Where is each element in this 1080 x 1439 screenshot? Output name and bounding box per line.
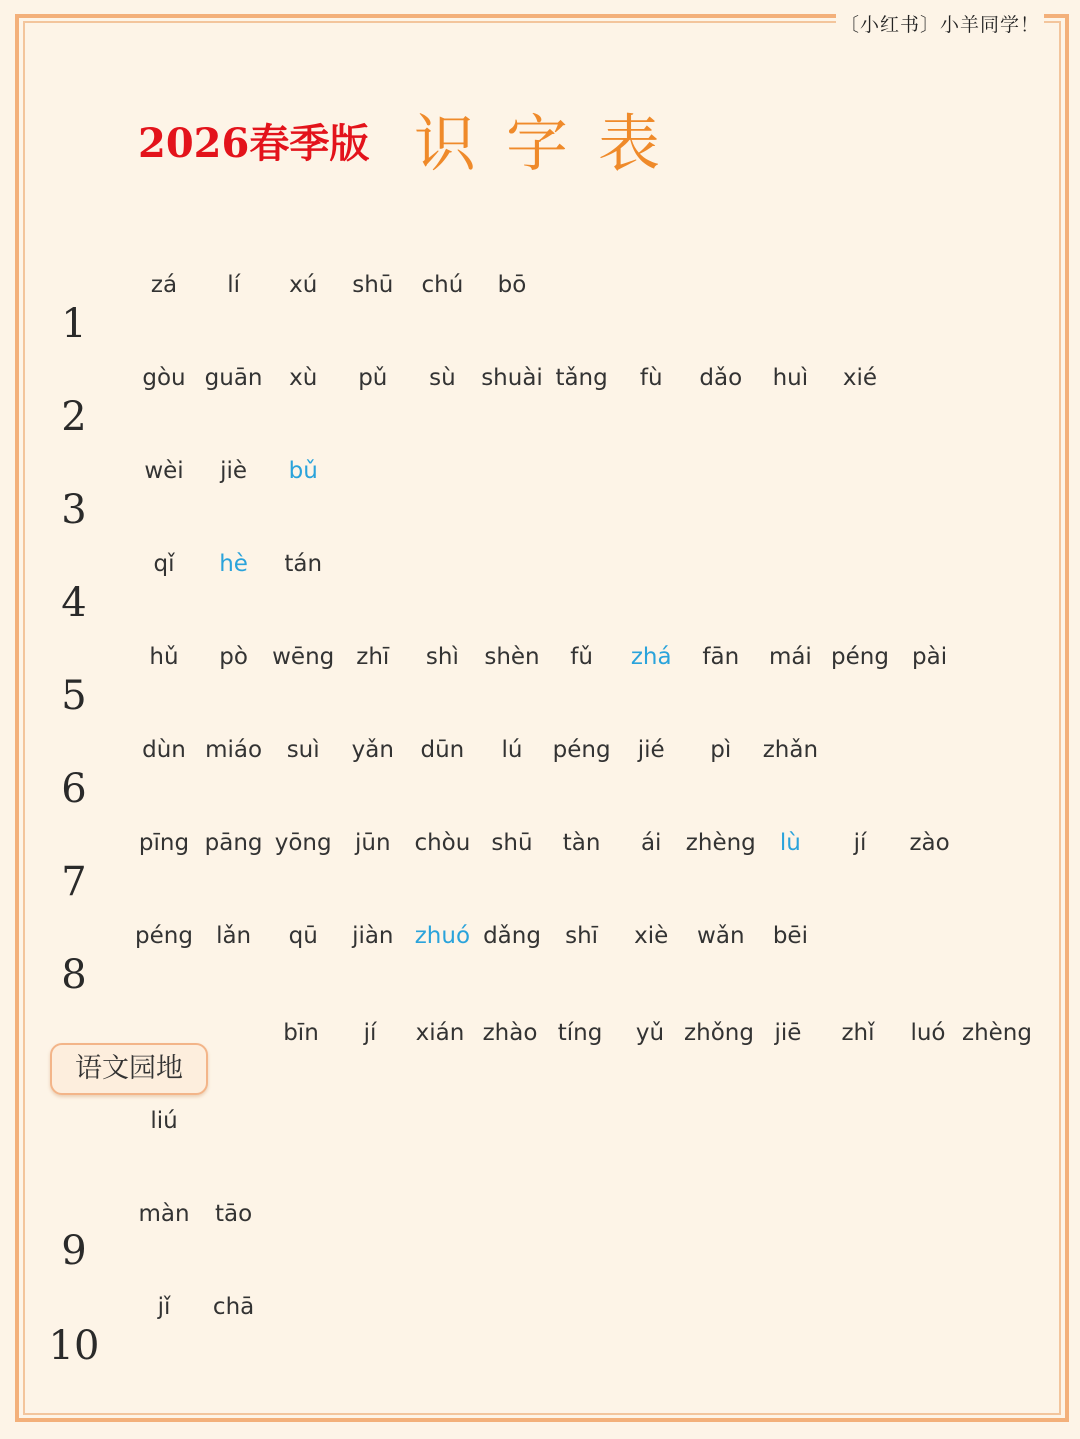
garden-badge: 语文园地 — [50, 1043, 208, 1095]
pinyin-syllable: jiè — [220, 458, 248, 484]
pinyin-syllable: zá — [150, 272, 178, 298]
pinyin-syllable: tàn — [562, 830, 601, 856]
pinyin-syllable: dǎng — [483, 923, 541, 949]
pinyin-syllable: péng — [831, 644, 889, 670]
pinyin-syllable: péng — [135, 923, 193, 949]
pinyin-syllable: zhuó — [414, 923, 471, 949]
pinyin-syllable: shī — [565, 923, 599, 949]
pinyin-syllable: pāng — [204, 830, 263, 856]
pinyin-syllable: fān — [702, 644, 740, 670]
pinyin-syllable: yǔ — [635, 1020, 665, 1046]
pinyin-syllable: zhǒng — [684, 1020, 754, 1046]
pinyin-syllable: zhá — [630, 644, 672, 670]
pinyin-syllable: liú — [150, 1108, 178, 1134]
pinyin-syllable: jǐ — [157, 1294, 171, 1320]
pinyin-syllable: zhèng — [962, 1020, 1032, 1046]
pinyin-syllable: màn — [138, 1201, 190, 1227]
pinyin-syllable: wǎn — [697, 923, 745, 949]
watermark: 〔小红书〕小羊同学！ — [836, 10, 1044, 37]
lesson-number: 2 — [61, 394, 87, 440]
lesson-number: 3 — [61, 487, 87, 533]
pinyin-syllable: fǔ — [570, 644, 593, 670]
pinyin-syllable: lǎn — [216, 923, 252, 949]
lesson-number: 6 — [61, 766, 87, 812]
lesson-number: 4 — [61, 580, 87, 626]
pinyin-syllable: qū — [288, 923, 318, 949]
pinyin-syllable: chú — [421, 272, 464, 298]
pinyin-syllable: chòu — [414, 830, 471, 856]
pinyin-syllable: zhī — [356, 644, 390, 670]
pinyin-syllable: tíng — [557, 1020, 603, 1046]
pinyin-syllable: wèi — [144, 458, 184, 484]
lesson-number: 7 — [61, 859, 87, 905]
pinyin-syllable: bǔ — [288, 458, 318, 484]
pinyin-syllable: jiàn — [352, 923, 394, 949]
pinyin-syllable: huì — [772, 365, 809, 391]
pinyin-syllable: tán — [284, 551, 323, 577]
pinyin-syllable: xián — [415, 1020, 465, 1046]
pinyin-syllable: wēng — [272, 644, 335, 670]
pinyin-syllable: gòu — [142, 365, 186, 391]
pinyin-syllable: tǎng — [555, 365, 608, 391]
pinyin-syllable: guān — [204, 365, 263, 391]
pinyin-syllable: xié — [842, 365, 878, 391]
pinyin-syllable: shū — [491, 830, 533, 856]
pinyin-syllable: mái — [768, 644, 812, 670]
pinyin-syllable: zhào — [482, 1020, 538, 1046]
pinyin-syllable: lí — [227, 272, 240, 298]
pinyin-syllable: lù — [779, 830, 801, 856]
pinyin-syllable: zhǎn — [762, 737, 819, 763]
pinyin-syllable: péng — [552, 737, 611, 763]
pinyin-syllable: xù — [289, 365, 318, 391]
pinyin-syllable: jí — [853, 830, 867, 856]
pinyin-syllable: yǎn — [351, 737, 394, 763]
pinyin-syllable: xú — [289, 272, 318, 298]
pinyin-syllable: dūn — [420, 737, 465, 763]
pinyin-syllable: pīng — [138, 830, 190, 856]
pinyin-syllable: fù — [639, 365, 663, 391]
pinyin-syllable: bō — [497, 272, 527, 298]
pinyin-syllable: zào — [909, 830, 950, 856]
pinyin-syllable: dǎo — [699, 365, 743, 391]
pinyin-syllable: shèn — [484, 644, 540, 670]
pinyin-syllable: pì — [710, 737, 732, 763]
pinyin-syllable: pài — [912, 644, 948, 670]
lesson-number: 10 — [48, 1323, 100, 1369]
lesson-number: 8 — [61, 952, 87, 998]
pinyin-syllable: pǔ — [358, 365, 388, 391]
pinyin-syllable: suì — [286, 737, 320, 763]
pinyin-syllable: tāo — [215, 1201, 253, 1227]
pinyin-syllable: jūn — [355, 830, 391, 856]
edition-label: 2026春季版 — [138, 120, 370, 167]
pinyin-syllable: bēi — [772, 923, 808, 949]
lesson-number: 5 — [61, 673, 87, 719]
pinyin-syllable: luó — [910, 1020, 946, 1046]
page-title: 识字表 — [414, 107, 691, 180]
pinyin-syllable: zhǐ — [841, 1020, 875, 1046]
pinyin-syllable: shì — [425, 644, 459, 670]
lesson-number: 9 — [61, 1228, 87, 1274]
pinyin-syllable: jiē — [774, 1020, 802, 1046]
pinyin-syllable: bīn — [283, 1020, 319, 1046]
pinyin-syllable: jié — [637, 737, 665, 763]
pinyin-syllable: hè — [219, 551, 248, 577]
pinyin-syllable: zhèng — [685, 830, 756, 856]
pinyin-syllable: shū — [352, 272, 394, 298]
pinyin-syllable: qǐ — [153, 551, 175, 577]
pinyin-syllable: ái — [640, 830, 662, 856]
pinyin-syllable: hǔ — [149, 644, 179, 670]
pinyin-syllable: shuài — [481, 365, 543, 391]
lesson-number: 1 — [61, 301, 87, 347]
pinyin-syllable: pò — [219, 644, 248, 670]
pinyin-syllable: lú — [501, 737, 523, 763]
pinyin-syllable: dùn — [142, 737, 186, 763]
pinyin-syllable: miáo — [205, 737, 263, 763]
pinyin-syllable: xiè — [634, 923, 669, 949]
pinyin-syllable: sù — [429, 365, 456, 391]
pinyin-syllable: chā — [212, 1294, 255, 1320]
pinyin-syllable: yōng — [274, 830, 332, 856]
pinyin-syllable: jí — [363, 1020, 377, 1046]
